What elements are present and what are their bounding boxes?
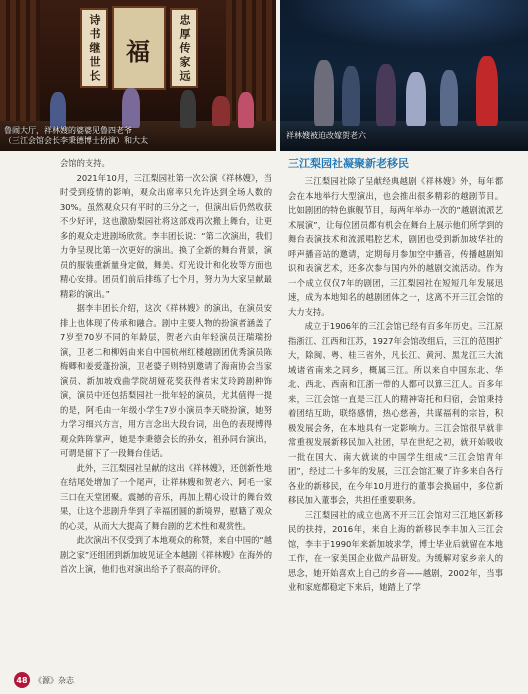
paragraph: 三江梨园社的成立也离不开三江会馆对三江地区新移民的扶持，2016年，来自上海的新移民李丰加入三江会馆，李丰于1990年来新加坡求学，博士毕业后就留在本地工作，在一家美国企业做产品研发。为缓解对家乡亲人的思念，她开始喜欢上自己的乡音——越剧，2002年，当事业和家庭都稳定下来后，她踏上了学 (288, 509, 503, 592)
paragraph: 成立于1906年的三江会馆已经有百多年历史。三江原指浙江、江西和江苏，1927年会馆改组后，三江的范围扩大，除闽、粤、桂三省外，凡长江、黄河、黑龙江三大流域诸省南来之同乡，概属三江。所以来自中国东北、华北、西北、西南和江浙一带的人都可以算三江人。百多年来，三江会馆一直是三江人的精神寄托和归宿，会馆秉持着团结互助，联络感情，热心慈善，共谋福利的宗旨，积极发展会务，在本地具有一定影响力。三江会馆很早就非常重视发展新移民加入社团，早在世纪之初，就开始吸收一批在国大、南大就读的中国学生组成“三江会馆青年团”，经过二十多年的发展，三江会馆汇聚了许多来自各行各业的新移民，在今年10月进行的董事会换届中，多位新移民加入董事会，共担任重要职务。 (288, 321, 503, 505)
article-column-right (288, 156, 503, 595)
paragraph: 会馆的支持。 (60, 158, 110, 168)
performer-figure (314, 60, 334, 126)
scroll-left (80, 8, 108, 88)
caption-line: 鲁闹大厅，祥林嫂的婆婆见鲁四老爷 (4, 126, 132, 135)
performer-figure (440, 70, 458, 126)
photo-caption-right: 祥林嫂被迫改嫁贺老六 (286, 131, 366, 140)
page-number-badge: 48 (14, 672, 30, 688)
performer-figure (476, 56, 498, 126)
performer-figure (406, 72, 426, 126)
lattice-left (0, 0, 40, 121)
performer-figure (180, 90, 196, 128)
photo-caption-left (4, 126, 148, 146)
scroll-right-text: 忠厚传家远 (178, 14, 191, 84)
performer-figure (122, 88, 140, 128)
performer-figure (212, 96, 230, 126)
performer-figure (342, 66, 360, 126)
photo-strip (0, 0, 528, 151)
paragraph: 据李丰团长介绍，这次《祥林嫂》的演出，在演员安排上也体现了传承和融合。剧中主要人物的扮演者涵盖了7岁至70岁不同的年龄层，贺老六由年轻演员汪瑞瑞扮演，卫老二和柳妈由来自中国杭州红楼越剧团优秀演员陈梅卿和姜爱蓬扮演，卫老婆子则特别邀请了海南协会当家演员、新加坡戏曲学院胡娅花奖获得者宋艾玲跨剧种饰演，演员中还包括梨园社一批年轻的演员，尤其值得一提的是，阿毛由一年级小学生7岁小演员李天晓扮演，她努力学习细兴方言，用方言念出大段台词，出色的表现博得观众阵阵掌声，她是李秉德会长的孙女，祖孙同台演出，可谓是留下了一段舞台佳话。 (60, 303, 272, 458)
paragraph: 三江梨园社除了呈献经典越剧《祥林嫂》外，每年都会在本地举行大型演出，也会推出很多精彩的越剧节目。比如剧团的特色旗舰节目，每两年举办一次的“越剧流派艺术展演”，让每位团员都有机会在舞台上展示他们所学到的舞台表演技术和流派唱腔艺术，剧团也受到新加坡华社的呼声播音站的邀请，定期每月参加空中播音，传播越剧知识和表演艺术，还多次参与国内外的越剧交流活动。作为一个成立仅仅7年的剧团，三江梨园社在短短几年发展迅速，成为本地知名的越剧团体之一，这离不开三江会馆的大力支持。 (288, 176, 503, 317)
performer-figure (376, 64, 396, 126)
magazine-name: 《源》杂志 (34, 675, 74, 685)
article-column-left (60, 156, 272, 577)
scroll-right (170, 8, 198, 88)
paragraph: 此次演出不仅受到了本地观众的称赞，来自中国的“越剧之家”还组团到新加坡见证全本越剧《祥林嫂》在海外的首次上演，他们也对演出给予了很高的评价。 (60, 535, 272, 574)
page-footer (14, 672, 74, 688)
stage-light (280, 0, 528, 50)
section-heading: 三江梨园社凝聚新老移民 (288, 157, 409, 170)
paragraph: 2021年10月，三江梨园社第一次公演《祥林嫂》，当时受到疫情的影响，观众出席率只允许达到全场人数的30%。虽然观众只有平时的三分之一，但演出后仍然收获不少好评，这也激励梨园社将这部戏再次搬上舞台，让更多的观众走进剧场欣赏。李丰团长说：“第二次演出，我们力争呈现比第一次更好的演出。换了全新的舞台背景，演员的服装重新量身定做，舞美、灯光设计和化妆等方面也精心安排。团员们前后排练了七个月，努力为大家呈献最精彩的演出。” (60, 172, 272, 299)
paragraph: 此外，三江梨园社呈献的这出《祥林嫂》，还创新性地在结尾处增加了一个尾声，让祥林嫂和贺老六、阿毛一家三口在天堂团聚。震撼的音乐，再加上精心设计的舞台效果，让这个悲剧升华到了幸福团圆的新境界，慰籍了观众的心灵，从而大大提高了舞台剧的艺术性和观赏性。 (60, 462, 272, 531)
performer-figure (50, 92, 66, 128)
caption-line: （三江会馆会长李秉德博士扮演）和大太 (4, 136, 148, 145)
performer-figure (238, 92, 254, 128)
scroll-center (112, 6, 166, 90)
scroll-center-text: 福 (126, 38, 150, 66)
scroll-left-text: 诗书继世长 (88, 14, 101, 84)
stage-photo-left (0, 0, 276, 151)
stage-photo-right (280, 0, 528, 151)
